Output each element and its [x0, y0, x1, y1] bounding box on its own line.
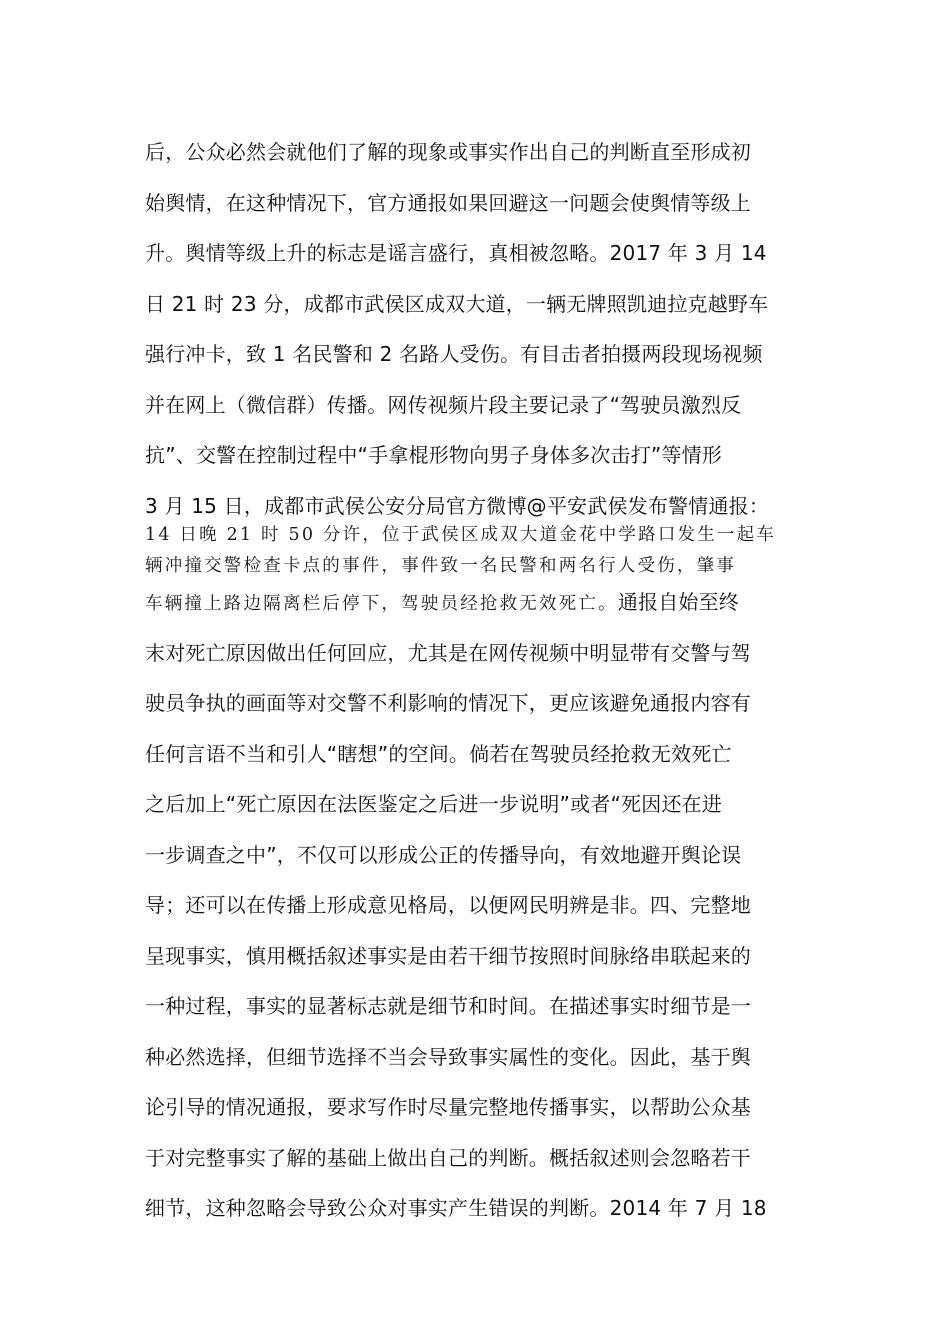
text-line: 驶员争执的画面等对交警不利影响的情况下，更应该避免通报内容有 — [145, 691, 751, 715]
quote-line: 辆冲撞交警检查卡点的事件，事件致一名民警和两名行人受伤，肇事 — [145, 556, 736, 576]
text-line: 一种过程，事实的显著标志就是细节和时间。在描述事实时细节是一 — [145, 994, 751, 1018]
text-line: 始舆情，在这种情况下，官方通报如果回避这一问题会使舆情等级上 — [145, 190, 751, 215]
body-text-paragraph-2 — [145, 577, 815, 1234]
text-line: 并在网上（微信群）传播。网传视频片段主要记录了“驾驶员激烈反 — [145, 392, 742, 417]
text-line: 日 21 时 23 分，成都市武侯区成双大道，一辆无牌照凯迪拉克越野车 — [145, 291, 769, 316]
body-text-paragraph-1 — [145, 127, 815, 531]
text-line: 强行冲卡，致 1 名民警和 2 名路人受伤。有目击者拍摄两段现场视频 — [145, 342, 763, 366]
quote-line: 14 日晚 21 时 50 分许，位于武侯区成双大道金花中学路口发生一起车 — [145, 525, 777, 545]
text-line: 升。舆情等级上升的标志是谣言盛行，真相被忽略。2017 年 3 月 14 — [145, 241, 767, 265]
text-line: 任何言语不当和引人“瞎想”的空间。倘若在驾驶员经抢救无效死亡 — [145, 741, 732, 766]
text-line-mixed — [145, 577, 815, 628]
text-line: 后，公众必然会就他们了解的现象或事实作出自己的判断直至形成初 — [145, 140, 751, 164]
text-line: 细节，这种忽略会导致公众对事实产生错误的判断。2014 年 7 月 18 — [145, 1196, 767, 1220]
text-line: 一步调查之中”，不仅可以形成公正的传播导向，有效地避开舆论误 — [145, 842, 742, 867]
text-line: 于对完整事实了解的基础上做出自己的判断。概括叙述则会忽略若干 — [145, 1145, 751, 1170]
text-line: 末对死亡原因做出任何回应，尤其是在网传视频中明显带有交警与驾 — [145, 640, 751, 665]
text-line: 抗”、交警在控制过程中“手拿棍形物向男子身体多次击打”等情形 — [145, 443, 723, 467]
text-line: 论引导的情况通报，要求写作时尽量完整地传播事实，以帮助公众基 — [145, 1095, 751, 1119]
police-notice-quote — [145, 520, 815, 582]
quote-line-end: 车辆撞上路边隔离栏后停下，驾驶员经抢救无效死亡。 — [145, 594, 618, 614]
text-line: 之后加上“死亡原因在法医鉴定之后进一步说明”或者“死因还在进 — [145, 792, 723, 816]
quote-continuation: 通报自始至终 — [617, 590, 740, 614]
text-line: 呈现事实，慎用概括叙述事实是由若干细节按照时间脉络串联起来的 — [145, 943, 751, 968]
text-line: 种必然选择，但细节选择不当会导致事实属性的变化。因此，基于舆 — [145, 1044, 751, 1069]
text-line: 导；还可以在传播上形成意见格局，以便网民明辨是非。四、完整地 — [145, 893, 751, 917]
text-line: 3 月 15 日，成都市武侯公安分局官方微博@平安武侯发布警情通报： — [145, 493, 770, 518]
